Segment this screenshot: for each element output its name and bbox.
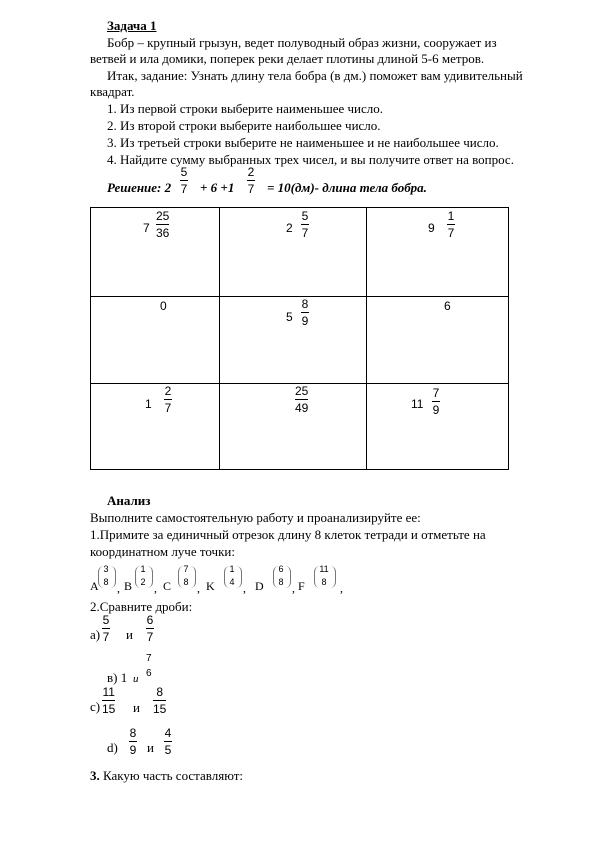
question-3-number: 3.	[90, 768, 100, 783]
paragraph-line: ветвей и ила домики, поперек реки делает плотины длиной 5-6 метров.	[90, 51, 485, 66]
numerator: 8	[156, 685, 164, 699]
denominator: 8	[183, 577, 189, 587]
point-label: C	[163, 579, 172, 593]
separator: ,	[117, 581, 120, 595]
numerator: 11	[319, 564, 329, 574]
question-3-text: Какую часть составляют:	[103, 768, 244, 783]
numerator: 11	[102, 685, 115, 699]
and-word: и	[133, 700, 140, 715]
denominator: 2	[140, 577, 146, 587]
numerator: 25	[156, 209, 170, 223]
cell-whole: 5	[286, 310, 293, 324]
cell-whole: 1	[145, 397, 152, 411]
numerator: 8	[301, 297, 309, 311]
denominator: 15	[153, 702, 167, 716]
cell-fraction	[295, 385, 308, 414]
numerator: 5	[301, 209, 309, 223]
point-label: A	[90, 579, 99, 593]
separator: ,	[243, 581, 246, 595]
solution-answer: = 10(дм)- длина тела бобра.	[267, 180, 427, 195]
cell-whole: 0	[160, 299, 167, 313]
solution-mid: + 6 +1	[200, 180, 235, 195]
step-item: 3. Из третьей строки выберите не наименьшее и не наибольшее число.	[107, 135, 499, 150]
cell-fraction	[432, 387, 440, 416]
cell-whole: 6	[444, 299, 451, 313]
denominator: 8	[278, 577, 284, 587]
cell-fraction	[301, 210, 309, 239]
numerator: 2	[164, 384, 172, 398]
magic-square	[90, 207, 509, 470]
and-word: и	[133, 673, 139, 685]
denominator: 9	[301, 314, 309, 328]
cell-whole: 7	[143, 221, 150, 235]
denominator: 7	[247, 182, 255, 196]
numerator: 6	[278, 564, 284, 574]
fraction	[153, 686, 166, 715]
denominator: 7	[301, 226, 309, 240]
denominator: 36	[156, 226, 170, 240]
fraction	[164, 727, 172, 756]
cell-fraction	[301, 298, 309, 327]
cell-whole: 11	[411, 397, 424, 411]
fraction	[129, 727, 137, 756]
cell-fraction	[156, 210, 169, 239]
separator: ,	[292, 581, 295, 595]
cell-fraction	[447, 210, 455, 239]
numerator: 5	[180, 165, 188, 179]
and-word: и	[126, 627, 133, 642]
item-label: в) 1	[107, 670, 128, 685]
cell-whole: 9	[428, 221, 435, 235]
item-label: с)	[90, 699, 101, 714]
solution-fraction-2	[247, 166, 255, 195]
numerator: 7	[183, 564, 189, 574]
denominator: 7	[447, 226, 455, 240]
point-label: D	[255, 579, 264, 593]
numerator: 8	[129, 726, 137, 740]
denominator: 9	[129, 743, 137, 757]
numerator: 1	[447, 209, 455, 223]
fraction	[146, 614, 154, 643]
denominator: 15	[102, 702, 116, 716]
numerator: 6	[146, 613, 154, 627]
paragraph-line: квадрат.	[90, 84, 135, 99]
question-1-line: 1.Примите за единичный отрезок длину 8 клеток тетради и отметьте на	[90, 527, 486, 542]
denominator: 8	[103, 577, 109, 587]
analysis-intro: Выполните самостоятельную работу и проанализируйте ее:	[90, 510, 421, 525]
step-item: 1. Из первой строки выберите наименьшее число.	[107, 101, 384, 116]
point-label: F	[298, 579, 305, 593]
task-title: Задача 1	[107, 18, 157, 33]
question-3	[90, 769, 243, 782]
separator: ,	[197, 581, 200, 595]
paragraph-line: Итак, задание: Узнать длину тела бобра (в дм.) поможет вам удивительный	[107, 68, 523, 83]
numerator: 7	[432, 386, 440, 400]
denominator: 8	[321, 577, 327, 587]
separator: ,	[154, 581, 157, 595]
fraction	[102, 686, 115, 715]
numerator: 5	[102, 613, 110, 627]
question-2: 2.Сравните дроби:	[90, 599, 193, 614]
analysis-title: Анализ	[107, 493, 151, 508]
and-word: и	[147, 740, 154, 755]
separator: ,	[340, 581, 343, 595]
cell-fraction	[164, 385, 172, 414]
point-label: K	[206, 579, 215, 593]
denominator: 49	[295, 401, 309, 415]
solution-fraction-1	[180, 166, 188, 195]
denominator: 5	[164, 743, 172, 757]
denominator: 7	[164, 401, 172, 415]
denominator: 7	[146, 630, 154, 644]
numerator: 3	[103, 564, 109, 574]
question-1-line: координатном луче точки:	[90, 544, 235, 559]
denominator: 9	[432, 403, 440, 417]
fraction	[102, 614, 110, 643]
numerator: 4	[164, 726, 172, 740]
numerator: 7	[146, 653, 152, 664]
step-item: 4. Найдите сумму выбранных трех чисел, и вы получите ответ на вопрос.	[107, 152, 514, 167]
step-item: 2. Из второй строки выберите наибольшее число.	[107, 118, 381, 133]
denominator: 4	[229, 577, 235, 587]
paragraph-line: Бобр – крупный грызун, ведет полуводный образ жизни, сооружает из	[107, 35, 497, 50]
numerator: 25	[295, 384, 309, 398]
item-label: d)	[107, 740, 118, 755]
cell-whole: 2	[286, 221, 293, 235]
denominator: 7	[102, 630, 110, 644]
numerator: 1	[229, 564, 235, 574]
denominator: 7	[180, 182, 188, 196]
item-label: а)	[90, 627, 101, 642]
point-label: B	[124, 579, 133, 593]
solution-label: Решение: 2	[107, 180, 172, 195]
numerator: 2	[247, 165, 255, 179]
denominator: 6	[146, 668, 152, 679]
numerator: 1	[140, 564, 146, 574]
